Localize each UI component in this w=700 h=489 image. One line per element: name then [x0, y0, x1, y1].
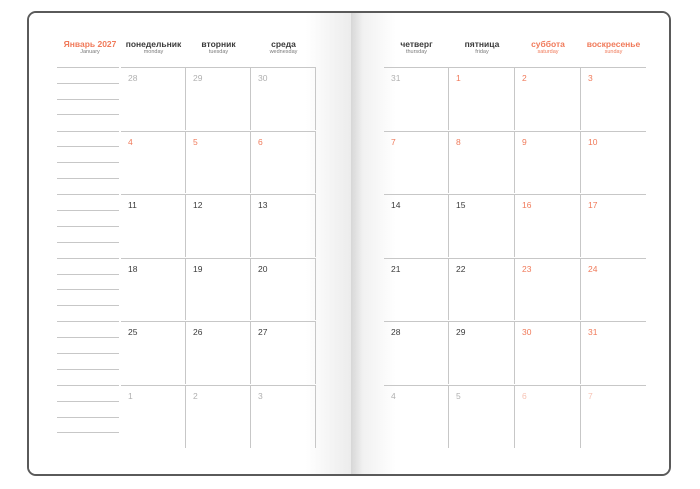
day-number: 5 — [456, 391, 461, 401]
day-name-en: friday — [475, 49, 489, 55]
day-cell[interactable] — [121, 194, 186, 257]
day-header-sunday — [581, 39, 646, 56]
day-cell[interactable] — [384, 385, 449, 448]
day-number: 2 — [522, 73, 527, 83]
day-header-wednesday — [251, 39, 316, 56]
day-cell[interactable] — [449, 67, 515, 130]
day-number: 30 — [258, 73, 268, 83]
month-header — [59, 39, 121, 56]
day-cell[interactable] — [515, 321, 581, 384]
note-line — [57, 162, 119, 163]
day-cell[interactable] — [515, 131, 581, 194]
day-cell[interactable] — [186, 67, 251, 130]
day-cell[interactable] — [515, 258, 581, 321]
note-line — [57, 146, 119, 147]
day-number: 29 — [193, 73, 203, 83]
day-number: 14 — [391, 200, 401, 211]
day-name-ru: понедельник — [125, 39, 182, 49]
day-number: 31 — [588, 327, 598, 338]
day-cell[interactable] — [186, 385, 251, 448]
day-cell[interactable] — [121, 67, 186, 130]
day-cell[interactable] — [186, 321, 251, 384]
note-line — [57, 83, 119, 84]
day-cell[interactable] — [384, 258, 449, 321]
day-number: 11 — [128, 200, 137, 211]
note-line — [57, 432, 119, 433]
day-cell[interactable] — [251, 321, 316, 384]
note-line — [57, 417, 119, 418]
day-number: 28 — [128, 73, 138, 83]
month-subtitle: January — [80, 49, 100, 55]
note-line — [57, 242, 119, 243]
day-number: 20 — [258, 263, 268, 274]
day-cell[interactable] — [581, 385, 646, 448]
day-cell[interactable] — [449, 385, 515, 448]
planner-spread — [27, 11, 671, 476]
note-line — [57, 114, 119, 115]
day-number: 16 — [522, 200, 532, 211]
day-cell[interactable] — [251, 194, 316, 257]
day-cell[interactable] — [384, 67, 449, 130]
day-number: 18 — [128, 263, 138, 274]
day-name-ru: среда — [271, 39, 296, 49]
day-number: 7 — [588, 391, 593, 401]
day-cell[interactable] — [581, 321, 646, 384]
day-number: 3 — [588, 73, 593, 83]
day-cell[interactable] — [384, 321, 449, 384]
day-number: 17 — [588, 200, 598, 211]
note-line — [57, 226, 119, 227]
day-name-en: wednesday — [269, 49, 298, 55]
day-header-tuesday — [186, 39, 251, 56]
day-number: 8 — [456, 136, 461, 147]
day-cell[interactable] — [449, 258, 515, 321]
day-number: 12 — [193, 200, 203, 211]
day-cell[interactable] — [384, 131, 449, 194]
day-number: 9 — [522, 136, 527, 147]
day-name-en: tuesday — [208, 49, 229, 55]
day-number: 25 — [128, 327, 138, 338]
day-cell[interactable] — [251, 258, 316, 321]
day-name-ru: суббота — [531, 39, 565, 49]
day-number: 15 — [456, 200, 466, 211]
day-cell[interactable] — [121, 385, 186, 448]
day-cell[interactable] — [186, 194, 251, 257]
day-number: 27 — [258, 327, 268, 338]
note-line — [57, 194, 119, 195]
day-number: 21 — [391, 263, 401, 274]
day-cell[interactable] — [515, 67, 581, 130]
day-number: 31 — [391, 73, 401, 83]
left-page — [29, 13, 351, 474]
note-line — [57, 178, 119, 179]
day-number: 1 — [128, 391, 133, 401]
note-line — [57, 131, 119, 132]
day-name-ru: пятница — [464, 39, 500, 49]
day-number: 28 — [391, 327, 401, 338]
day-number: 4 — [128, 136, 133, 147]
day-cell[interactable] — [186, 258, 251, 321]
day-cell[interactable] — [515, 385, 581, 448]
day-cell[interactable] — [449, 194, 515, 257]
day-cell[interactable] — [186, 131, 251, 194]
day-name-en: saturday — [537, 49, 559, 55]
day-number: 7 — [391, 136, 396, 147]
day-cell[interactable] — [251, 67, 316, 130]
day-number: 30 — [522, 327, 532, 338]
day-cell[interactable] — [121, 258, 186, 321]
right-page — [351, 13, 671, 474]
day-cell[interactable] — [581, 131, 646, 194]
day-number: 26 — [193, 327, 203, 338]
day-cell[interactable] — [251, 131, 316, 194]
day-number: 4 — [391, 391, 396, 401]
note-line — [57, 99, 119, 100]
note-line — [57, 274, 119, 275]
day-cell[interactable] — [384, 194, 449, 257]
day-number: 24 — [588, 263, 598, 274]
day-cell[interactable] — [449, 321, 515, 384]
day-number: 10 — [588, 136, 598, 147]
day-header-friday — [449, 39, 515, 56]
day-number: 22 — [456, 263, 466, 274]
day-number: 2 — [193, 391, 198, 401]
note-line — [57, 337, 119, 338]
note-line — [57, 401, 119, 402]
day-number: 23 — [522, 263, 532, 274]
day-header-thursday — [384, 39, 449, 56]
day-number: 3 — [258, 391, 263, 401]
day-header-monday — [121, 39, 186, 56]
day-cell[interactable] — [121, 321, 186, 384]
day-header-saturday — [515, 39, 581, 56]
day-name-ru: четверг — [400, 39, 433, 49]
day-name-en: monday — [143, 49, 164, 55]
day-cell[interactable] — [581, 258, 646, 321]
day-number: 13 — [258, 200, 268, 211]
day-number: 19 — [193, 263, 203, 274]
note-line — [57, 321, 119, 322]
day-name-en: thursday — [405, 49, 428, 55]
day-number: 6 — [522, 391, 527, 401]
day-cell[interactable] — [449, 131, 515, 194]
day-cell[interactable] — [515, 194, 581, 257]
day-name-ru: вторник — [201, 39, 236, 49]
day-number: 1 — [456, 73, 461, 83]
note-line — [57, 305, 119, 306]
day-name-ru: воскресенье — [586, 39, 641, 49]
note-line — [57, 353, 119, 354]
note-line — [57, 67, 119, 68]
day-name-en: sunday — [604, 49, 623, 55]
day-number: 6 — [258, 136, 263, 147]
day-number: 5 — [193, 136, 198, 147]
note-line — [57, 258, 119, 259]
day-cell[interactable] — [581, 194, 646, 257]
note-line — [57, 210, 119, 211]
note-line — [57, 369, 119, 370]
month-title: Январь 2027 — [63, 39, 117, 49]
note-line — [57, 385, 119, 386]
note-line — [57, 289, 119, 290]
day-number: 29 — [456, 327, 466, 338]
day-cell[interactable] — [251, 385, 316, 448]
day-cell[interactable] — [581, 67, 646, 130]
day-cell[interactable] — [121, 131, 186, 194]
